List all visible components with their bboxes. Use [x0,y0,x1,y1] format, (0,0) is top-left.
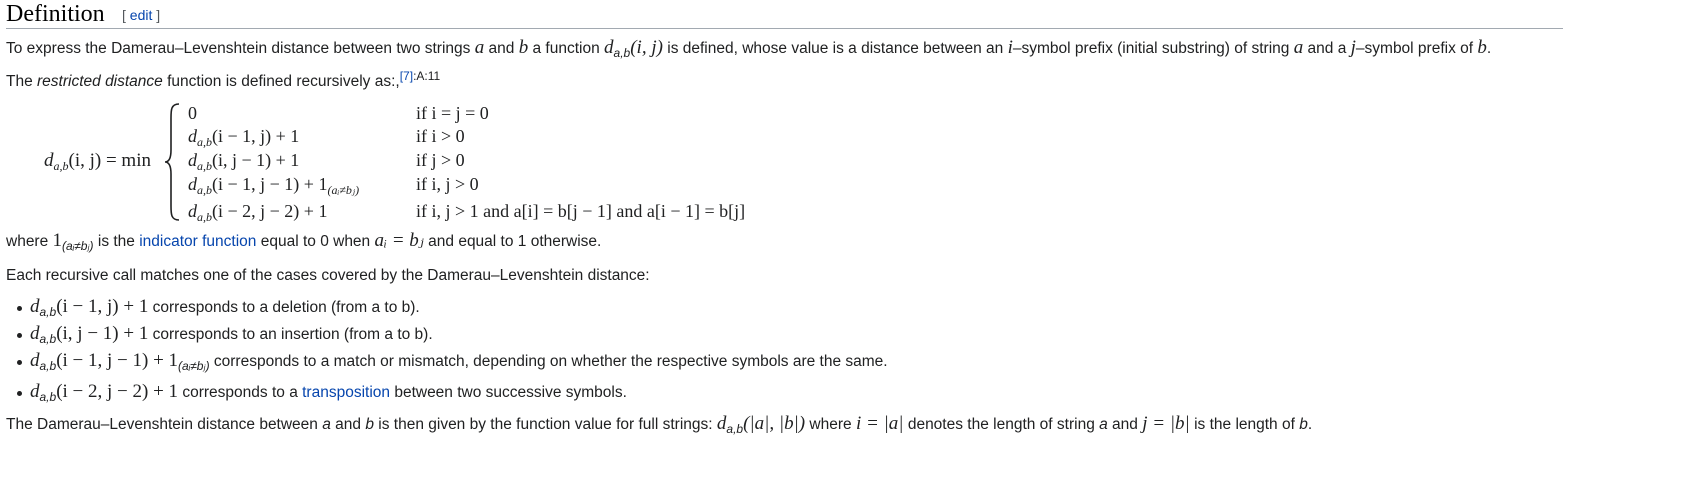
text: corresponds to an insertion (from a to b). [148,326,433,343]
text: and a [1303,40,1351,57]
math-d: d [188,126,197,146]
paragraph-cases: Each recursive call matches one of the cases covered by the Damerau–Levenshtein distance: [6,267,650,284]
math-d: d [30,323,40,344]
text: corresponds to a match or mismatch, depending on whether the respective symbols are the same. [209,353,888,370]
math-args: (i − 2, j − 2) + 1 [56,381,179,402]
edit-bracket-open: [ [122,7,130,23]
text: corresponds to a deletion (from a to b). [148,299,420,316]
bullet-dot [17,360,22,365]
text: between two successive symbols. [390,384,627,401]
section-heading: Definition [6,1,105,27]
text: where [805,416,856,433]
list-item [30,351,888,372]
edit-link[interactable]: edit [129,7,153,23]
math-d: d [30,350,40,371]
indicator-subscript: (aᵢ≠bⱼ) [178,359,210,373]
math-subscript: a,b [197,135,212,149]
math-args: (i, j − 1) + 1 [56,323,149,344]
citation-link[interactable]: [7] [399,69,414,83]
math-args: (i, j) = min [68,150,151,171]
left-brace-icon [163,102,183,222]
citation-page: :A:11 [413,69,441,83]
math-args: (i, j) [630,37,663,58]
text: To express the Damerau–Levenshtein distance between two strings [6,40,475,57]
math-a: a [474,37,485,58]
math-subscript: a,b [39,332,57,346]
math-d: d [188,174,197,194]
math-equation: j = |b| [1142,413,1190,434]
math-args: (i − 2, j − 2) + 1 [212,201,328,221]
text: equal to 0 when [256,233,375,250]
case-cond-4: if i, j > 1 and a[i] = b[j − 1] and a[i − 1] = b[j] [416,201,746,221]
text: corresponds to a [178,384,303,401]
math-subscript: a,b [197,183,212,197]
case-expr-0: 0 [188,103,197,123]
text: where [6,233,53,250]
text: The [6,73,38,90]
text: is defined, whose value is a distance between an [662,40,1008,57]
math-i: i [1007,37,1013,58]
text: and [330,416,366,433]
math-args: (i − 1, j) + 1 [212,126,300,146]
list-item [30,297,420,318]
math-subscript: a,b [197,210,212,224]
bullet-dot [17,306,22,311]
case-cond-3: if i, j > 0 [416,174,479,194]
indicator-subscript: (aᵢ≠bⱼ) [327,183,360,197]
math-args: (i − 1, j) + 1 [56,296,149,317]
text: and equal to 1 otherwise. [423,233,602,250]
bullet-dot [17,333,22,338]
math-subscript: a,b [39,305,57,319]
text: a function [528,40,605,57]
paragraph-final [6,414,1312,435]
case-expr-4 [188,200,327,224]
text: is then given by the function value for full strings: [373,416,717,433]
paragraph-restricted [6,69,441,92]
math-args: (i, j − 1) + 1 [212,150,300,170]
list-item [30,382,627,403]
case-expr-3 [188,173,359,197]
math-subscript: a,b [39,390,57,404]
bullet-dot [17,391,22,396]
case-cond-1: if i > 0 [416,126,465,146]
indicator-function-link[interactable]: indicator function [139,233,257,250]
list-item [30,324,433,345]
heading-divider [6,28,1563,29]
edit-bracket-close: ] [152,7,161,23]
case-expr-1 [188,125,299,149]
math-args: (i − 1, j − 1) + 1 [56,350,179,371]
math-j: j [1350,37,1356,58]
math-d: d [30,381,40,402]
case-expr-2 [188,149,299,173]
text: –symbol prefix of [1355,40,1478,57]
math-d: d [716,413,727,434]
text: is the length of [1189,416,1300,433]
text: . [1486,40,1492,57]
text: and [1107,416,1143,433]
paragraph-intro [6,38,1491,59]
var-a: a [322,416,331,433]
text: function is defined recursively as:, [162,73,400,90]
math-args: (i − 1, j − 1) + 1 [212,174,328,194]
paragraph-indicator [6,231,601,252]
text: is the [93,233,140,250]
text: denotes the length of string [903,416,1100,433]
var-b: b [365,416,374,433]
math-b: b [1477,37,1487,58]
indicator-subscript: (aᵢ≠bⱼ) [62,239,94,253]
math-one: 1 [52,230,63,251]
transposition-link[interactable]: transposition [302,384,391,401]
case-cond-0: if i = j = 0 [416,103,489,123]
math-a: a [1293,37,1304,58]
edit-section-link-wrapper [122,7,160,23]
math-b: b [518,37,529,58]
math-subscript: a,b [53,159,69,173]
math-args: (|a|, |b|) [743,413,806,434]
math-d: d [44,150,54,171]
var-a: a [1099,416,1108,433]
emphasis: restricted distance [37,73,163,90]
math-subscript: a,b [39,359,57,373]
math-equation: aᵢ = bⱼ [374,230,424,251]
math-subscript: a,b [613,46,631,60]
math-subscript: a,b [197,159,212,173]
math-d: d [188,201,197,221]
formula-lhs [44,150,151,172]
math-d: d [30,296,40,317]
math-d: d [188,150,197,170]
text: –symbol prefix (initial substring) of string [1012,40,1294,57]
math-subscript: a,b [726,422,744,436]
case-cond-2: if j > 0 [416,150,465,170]
var-b: b [1299,416,1308,433]
text: The Damerau–Levenshtein distance between [6,416,323,433]
math-d: d [604,37,614,58]
math-equation: i = |a| [855,413,904,434]
text: . [1307,416,1313,433]
text: and [484,40,519,57]
